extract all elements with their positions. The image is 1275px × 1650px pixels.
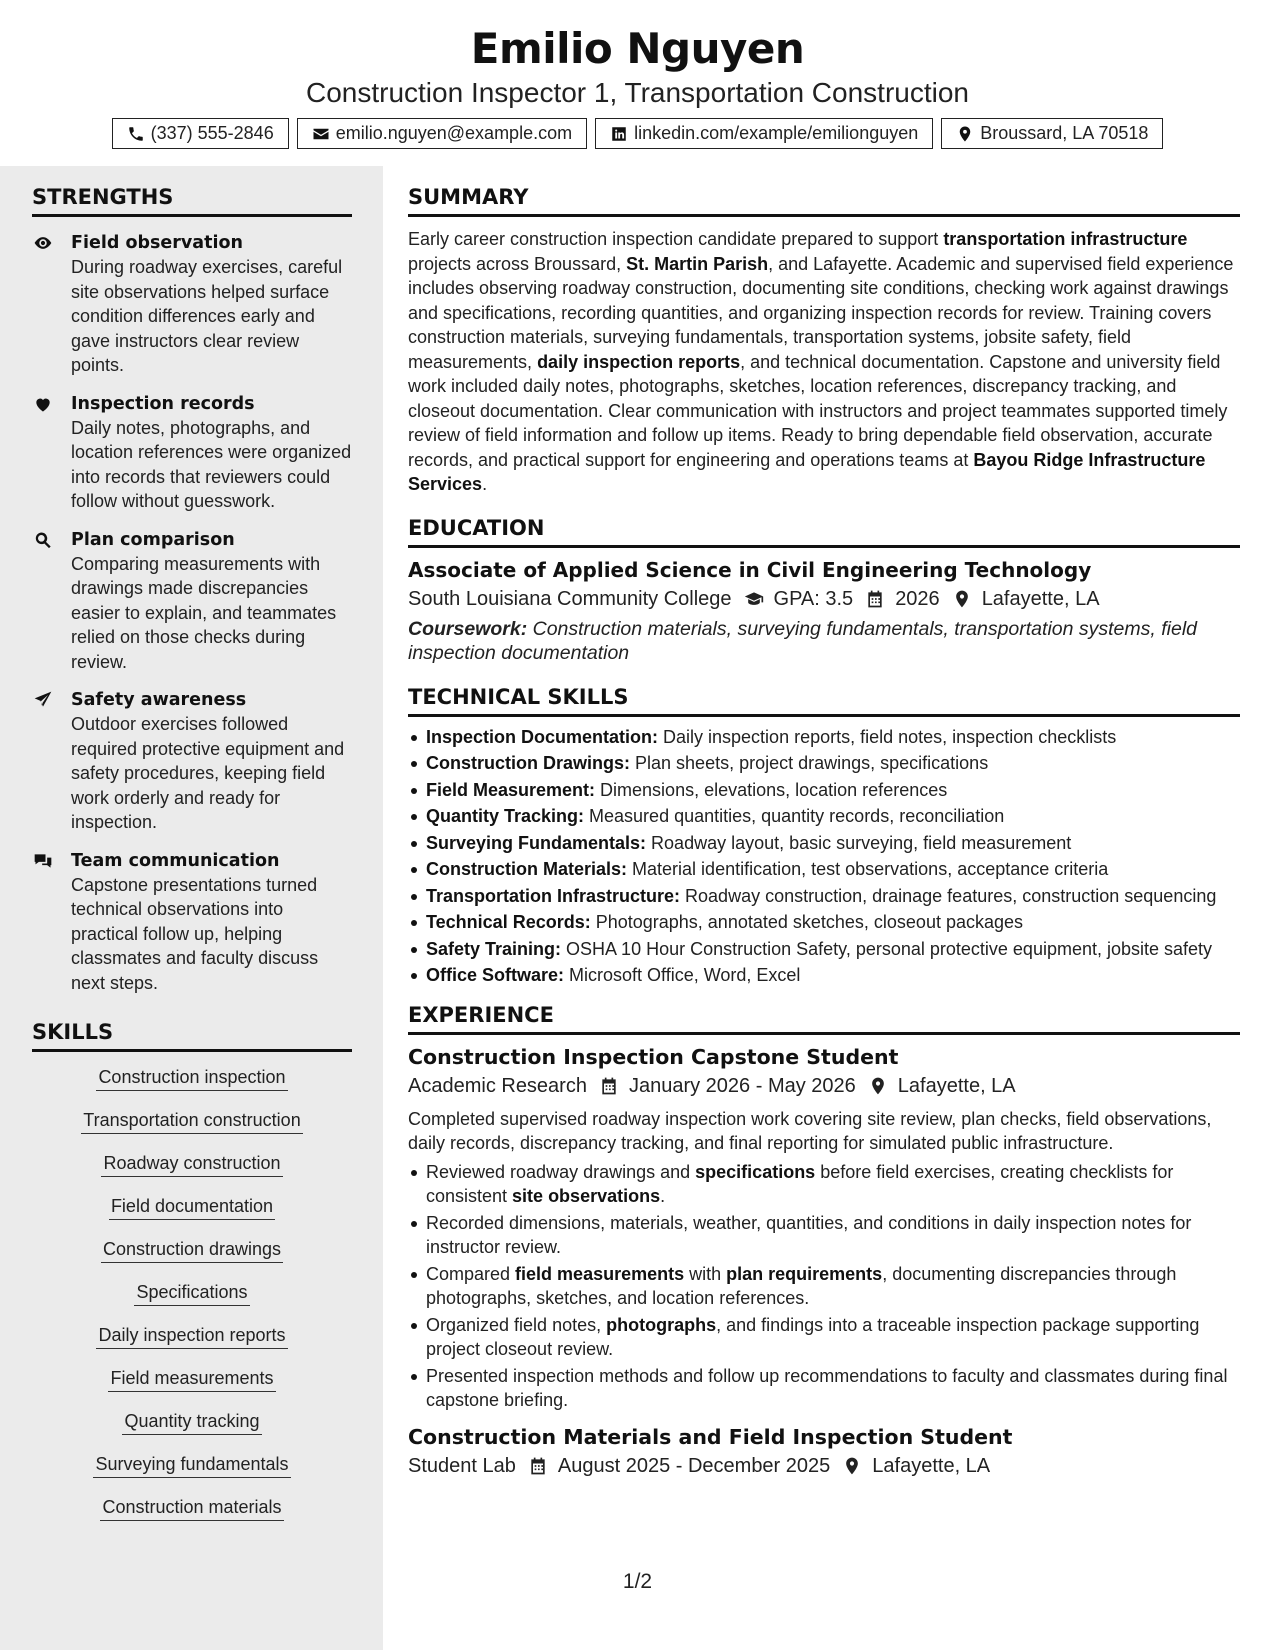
skills-list — [32, 1064, 352, 1537]
bullet-emphasis: site observations — [512, 1186, 661, 1206]
bullet-part: Recorded dimensions, materials, weather, quantities, and conditions in daily inspection notes for instructor review. — [426, 1212, 1192, 1257]
skill-label: Transportation Infrastructure: — [426, 885, 681, 906]
linkedin-icon — [610, 125, 628, 143]
strength-body: Daily notes, photographs, and location references were organized into records that reviewers could follow without guesswork. — [71, 417, 352, 511]
strength-title: Safety awareness — [71, 690, 247, 710]
bullet-part: , and findings into a traceable inspection package supporting project closeout review. — [426, 1314, 1200, 1359]
summary-emphasis: daily inspection reports — [537, 351, 741, 372]
bullet-part: before field exercises, creating checklists for consistent — [426, 1161, 1174, 1206]
skill-text: OSHA 10 Hour Construction Safety, personal protective equipment, jobsite safety — [561, 938, 1213, 959]
contact-phone[interactable] — [112, 118, 289, 149]
skill-tag: Roadway construction — [101, 1150, 282, 1177]
job-meta — [408, 1071, 1240, 1101]
coursework-label: Coursework: — [408, 617, 528, 640]
summary-emphasis: transportation infrastructure — [943, 229, 1188, 249]
contact-location-text: Broussard, LA 70518 — [980, 123, 1149, 143]
coursework — [408, 617, 1240, 666]
contact-linkedin-text: linkedin.com/example/emilionguyen — [634, 123, 919, 143]
calendar-icon — [599, 1076, 619, 1096]
skill-label: Construction Drawings: — [426, 753, 631, 773]
summary-part: Early career construction inspection candidate prepared to support — [408, 229, 944, 249]
main-column — [408, 166, 1240, 1481]
skill-label: Field Measurement: — [426, 779, 596, 800]
job-location: Lafayette, LA — [897, 1074, 1016, 1097]
job-org: Academic Research — [408, 1074, 587, 1097]
strength-body: During roadway exercises, careful site observations helped surface condition differences early and gave instructors clear review points. — [71, 257, 343, 375]
graduation-cap-icon — [744, 589, 764, 609]
search-icon — [32, 530, 54, 550]
summary-part: . — [482, 474, 488, 494]
bullet-part: with — [684, 1263, 727, 1284]
bullet-emphasis: specifications — [695, 1161, 816, 1182]
strength-title: Team communication — [71, 850, 280, 871]
skill-tag: Field measurements — [108, 1365, 275, 1392]
list-item — [408, 937, 1240, 962]
education-meta — [408, 584, 1240, 614]
contact-bar — [0, 118, 1275, 149]
heart-icon — [32, 394, 54, 414]
skill-label: Quantity Tracking: — [426, 806, 585, 826]
bullet-part: Reviewed roadway drawings and — [426, 1161, 696, 1182]
skill-label: Construction Materials: — [426, 859, 628, 879]
skill-text: Measured quantities, quantity records, reconciliation — [584, 806, 1005, 826]
job-intro: Completed supervised roadway inspection work covering site review, plan checks, field observations, daily records, discrepancy tracking, and final reporting for simulated public infrastructure. — [408, 1108, 1212, 1153]
eye-icon — [32, 233, 54, 253]
skill-text: Material identification, test observations, acceptance criteria — [627, 859, 1109, 879]
paper-plane-icon — [32, 690, 54, 710]
list-item — [408, 963, 1240, 988]
skill-tag: Construction materials — [100, 1494, 283, 1521]
strength-body: Outdoor exercises followed required protective equipment and safety procedures, keeping field work orderly and ready for inspection. — [71, 714, 345, 832]
skill-label: Safety Training: — [426, 938, 562, 959]
skill-label: Surveying Fundamentals: — [426, 832, 647, 853]
list-item — [408, 1313, 1240, 1362]
skill-tag: Surveying fundamentals — [93, 1451, 290, 1478]
strength-title: Inspection records — [71, 393, 255, 414]
education-heading: EDUCATION — [408, 497, 1240, 548]
job-org: Student Lab — [408, 1454, 516, 1477]
contact-linkedin[interactable] — [595, 118, 933, 149]
summary-heading: SUMMARY — [408, 166, 1240, 217]
list-item — [408, 1364, 1240, 1413]
contact-email-text: emilio.nguyen@example.com — [335, 123, 573, 143]
school-name: South Louisiana Community College — [408, 587, 732, 610]
skills-heading: SKILLS — [32, 1001, 352, 1052]
list-item — [408, 1160, 1240, 1209]
map-pin-icon — [868, 1076, 888, 1096]
skill-text: Roadway layout, basic surveying, field measurement — [646, 832, 1072, 853]
bullet-part: Organized field notes, — [426, 1314, 607, 1335]
list-item — [408, 831, 1240, 856]
strength-body: Comparing measurements with drawings made discrepancies easier to explain, and teammates relied on those checks during review. — [71, 553, 337, 672]
skill-label: Inspection Documentation: — [426, 726, 659, 747]
graduation-year: 2026 — [895, 587, 940, 610]
degree-title: Associate of Applied Science in Civil Engineering Technology — [408, 557, 1092, 582]
coursework-text: Construction materials, surveying fundamentals, transportation systems, field inspection documentation — [408, 617, 1198, 664]
skill-text: Photographs, annotated sketches, closeout packages — [590, 912, 1024, 932]
strength-title: Field observation — [71, 233, 243, 253]
skill-text: Roadway construction, drainage features, construction sequencing — [680, 885, 1217, 906]
job-title: Construction Materials and Field Inspection Student — [408, 1424, 1013, 1449]
skill-tag: Construction drawings — [101, 1236, 283, 1263]
candidate-title: Construction Inspector 1, Transportation Construction — [305, 77, 969, 108]
skill-tag: Daily inspection reports — [96, 1322, 287, 1349]
skill-tag: Field documentation — [109, 1193, 275, 1220]
candidate-name: Emilio Nguyen — [470, 24, 805, 73]
map-pin-icon — [952, 589, 972, 609]
skill-tag: Quantity tracking — [122, 1408, 261, 1435]
phone-icon — [127, 125, 145, 143]
list-item — [408, 804, 1240, 829]
list-item — [408, 884, 1240, 909]
bullet-part: . — [660, 1186, 666, 1206]
strengths-heading: STRENGTHS — [32, 166, 352, 217]
strength-body: Capstone presentations turned technical observations into practical follow up, helping classmates and faculty discuss next steps. — [71, 874, 319, 993]
contact-location[interactable] — [941, 118, 1163, 149]
bullet-emphasis: field measurements — [515, 1263, 685, 1284]
list-item — [408, 1262, 1240, 1311]
map-pin-icon — [956, 125, 974, 143]
job-bullets — [408, 1160, 1240, 1413]
experience-heading: EXPERIENCE — [408, 990, 1240, 1035]
strength-item — [32, 849, 352, 996]
skill-label: Technical Records: — [426, 912, 591, 932]
school-location: Lafayette, LA — [981, 587, 1100, 610]
technical-skills-list — [408, 725, 1240, 988]
summary-text — [408, 227, 1240, 497]
gpa: GPA: 3.5 — [773, 587, 854, 610]
bullet-part: , documenting discrepancies through photographs, sketches, and location references. — [426, 1263, 1177, 1308]
list-item — [408, 1211, 1240, 1260]
skill-tag: Transportation construction — [81, 1107, 302, 1134]
job-location: Lafayette, LA — [872, 1454, 991, 1477]
strength-item — [32, 392, 352, 514]
bullet-part: Compared — [426, 1263, 516, 1284]
calendar-icon — [865, 589, 885, 609]
skill-tag: Specifications — [134, 1279, 249, 1306]
skill-tag: Construction inspection — [96, 1064, 287, 1091]
list-item — [408, 857, 1240, 882]
summary-part: , and Lafayette. Academic and supervised field experience includes observing roadway construction, documenting site conditions, checking work against drawings and specifications, recording quantities, and organizing inspection records for review. Training covers construction materials, surveying fundamentals, transportation systems, jobsite safety, field measurements, — [408, 253, 1234, 372]
contact-email[interactable] — [297, 118, 587, 149]
job-dates: January 2026 - May 2026 — [628, 1074, 856, 1097]
bullet-emphasis: plan requirements — [726, 1263, 883, 1284]
skill-text: Plan sheets, project drawings, specifications — [630, 753, 989, 773]
list-item — [408, 751, 1240, 776]
strength-item — [32, 231, 352, 378]
envelope-icon — [312, 125, 330, 143]
resume-header — [0, 0, 1275, 149]
bullet-emphasis: photographs — [606, 1314, 717, 1335]
strength-item — [32, 528, 352, 675]
skill-label: Office Software: — [426, 965, 565, 985]
summary-emphasis: St. Martin Parish — [626, 253, 769, 274]
map-pin-icon — [842, 1456, 862, 1476]
job-dates: August 2025 - December 2025 — [557, 1454, 831, 1477]
strength-title: Plan comparison — [71, 529, 235, 550]
sidebar — [0, 166, 383, 1650]
job-title: Construction Inspection Capstone Student — [408, 1044, 899, 1069]
contact-phone-text: (337) 555-2846 — [150, 123, 274, 143]
strength-item — [32, 688, 352, 835]
skill-text: Dimensions, elevations, location references — [595, 779, 948, 800]
sidebar-content — [32, 166, 352, 1537]
skill-text: Microsoft Office, Word, Excel — [564, 965, 801, 985]
comments-icon — [32, 851, 54, 871]
bullet-part: Presented inspection methods and follow up recommendations to faculty and classmates during final capstone briefing. — [426, 1365, 1228, 1410]
list-item — [408, 725, 1240, 750]
technical-skills-heading: TECHNICAL SKILLS — [408, 666, 1240, 717]
summary-part: projects across Broussard, — [408, 253, 627, 274]
job-meta — [408, 1451, 1240, 1481]
list-item — [408, 910, 1240, 935]
skill-text: Daily inspection reports, field notes, inspection checklists — [658, 726, 1117, 747]
list-item — [408, 778, 1240, 803]
calendar-icon — [528, 1456, 548, 1476]
page-number: 1/2 — [622, 1570, 653, 1593]
summary-emphasis: Bayou Ridge Infrastructure Services — [408, 449, 1206, 494]
summary-part: , and technical documentation. Capstone and university field work included daily notes, photographs, sketches, location references, discrepancy tracking, and closeout documentation. Clear communication with instructors and project teammates supported timely review of field information and follow up items. Ready to bring dependable field observation, accurate records, and practical support for engineering and operations teams at — [408, 351, 1228, 470]
